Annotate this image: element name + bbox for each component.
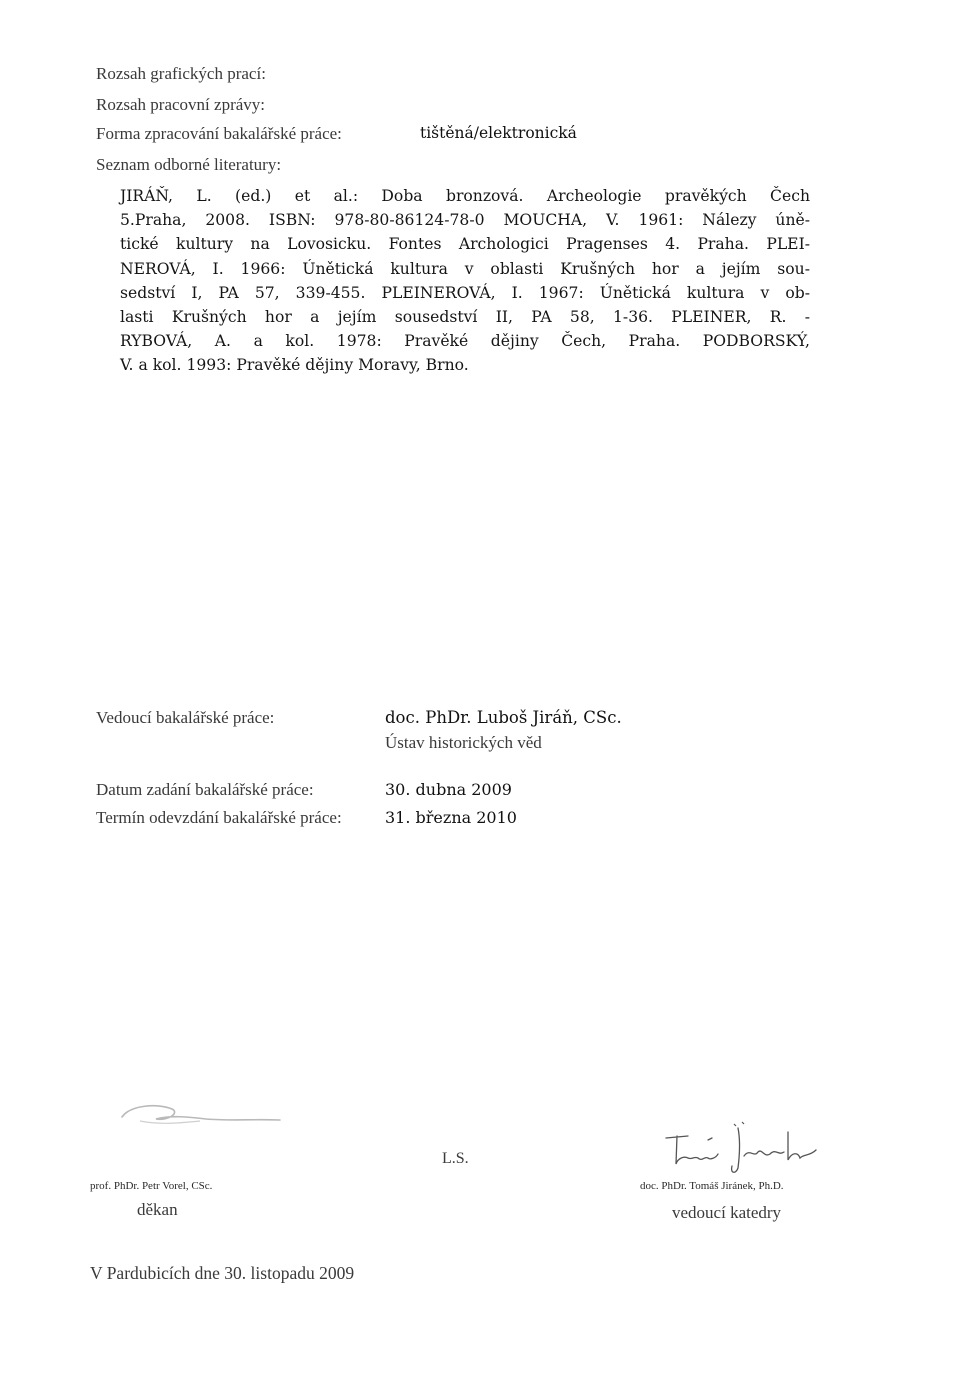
forma-label: Forma zpracování bakalářské práce: bbox=[96, 124, 342, 143]
supervisor-institute: Ústav historických věd bbox=[385, 733, 542, 752]
literature-line: sedství I, PA 57, 339-455. PLEINEROVÁ, I. 1967: Únětická kultura v ob- bbox=[120, 283, 810, 302]
supervisor-name: doc. PhDr. Luboš Jiráň, CSc. bbox=[385, 708, 622, 727]
dean-name: prof. PhDr. Petr Vorel, CSc. bbox=[90, 1180, 213, 1192]
odevzdani-label: Termín odevzdání bakalářské práce: bbox=[96, 808, 342, 827]
dean-role: děkan bbox=[137, 1200, 178, 1219]
literature-line: V. a kol. 1993: Pravěké dějiny Moravy, Brno. bbox=[120, 356, 469, 375]
rozsah-grafickych-label: Rozsah grafických prací: bbox=[96, 64, 266, 83]
head-role: vedoucí katedry bbox=[672, 1203, 782, 1222]
head-signature bbox=[660, 1118, 830, 1180]
place-date: V Pardubicích dne 30. listopadu 2009 bbox=[90, 1263, 355, 1283]
rozsah-pracovni-label: Rozsah pracovní zprávy: bbox=[96, 95, 265, 114]
zadani-label: Datum zadání bakalářské práce: bbox=[96, 780, 314, 799]
seznam-label: Seznam odborné literatury: bbox=[96, 155, 282, 174]
seal-ls: L.S. bbox=[442, 1150, 469, 1167]
literature-line: tické kultury na Lovosicku. Fontes Archologici Pragenses 4. Praha. PLEI- bbox=[120, 235, 810, 254]
literature-line: NEROVÁ, I. 1966: Únětická kultura v oblasti Krušných hor a jejím sou- bbox=[120, 259, 810, 278]
odevzdani-value: 31. března 2010 bbox=[385, 808, 517, 827]
forma-value: tištěná/elektronická bbox=[420, 124, 577, 142]
literature-line: 5.Praha, 2008. ISBN: 978-80-86124-78-0 MOUCHA, V. 1961: Nálezy úně- bbox=[120, 211, 810, 230]
literature-line: RYBOVÁ, A. a kol. 1978: Pravěké dějiny Čech, Praha. PODBORSKÝ, bbox=[120, 332, 810, 351]
literature-line: JIRÁŇ, L. (ed.) et al.: Doba bronzová. Archeologie pravěkých Čech bbox=[120, 187, 810, 205]
zadani-value: 30. dubna 2009 bbox=[385, 780, 512, 799]
head-name: doc. PhDr. Tomáš Jiránek, Ph.D. bbox=[640, 1180, 784, 1192]
literature-line: lasti Krušných hor a jejím sousedství II, PA 58, 1-36. PLEINER, R. - bbox=[120, 307, 810, 326]
literature-list bbox=[120, 184, 810, 378]
dean-signature bbox=[110, 1095, 290, 1135]
supervisor-label: Vedoucí bakalářské práce: bbox=[96, 708, 275, 727]
